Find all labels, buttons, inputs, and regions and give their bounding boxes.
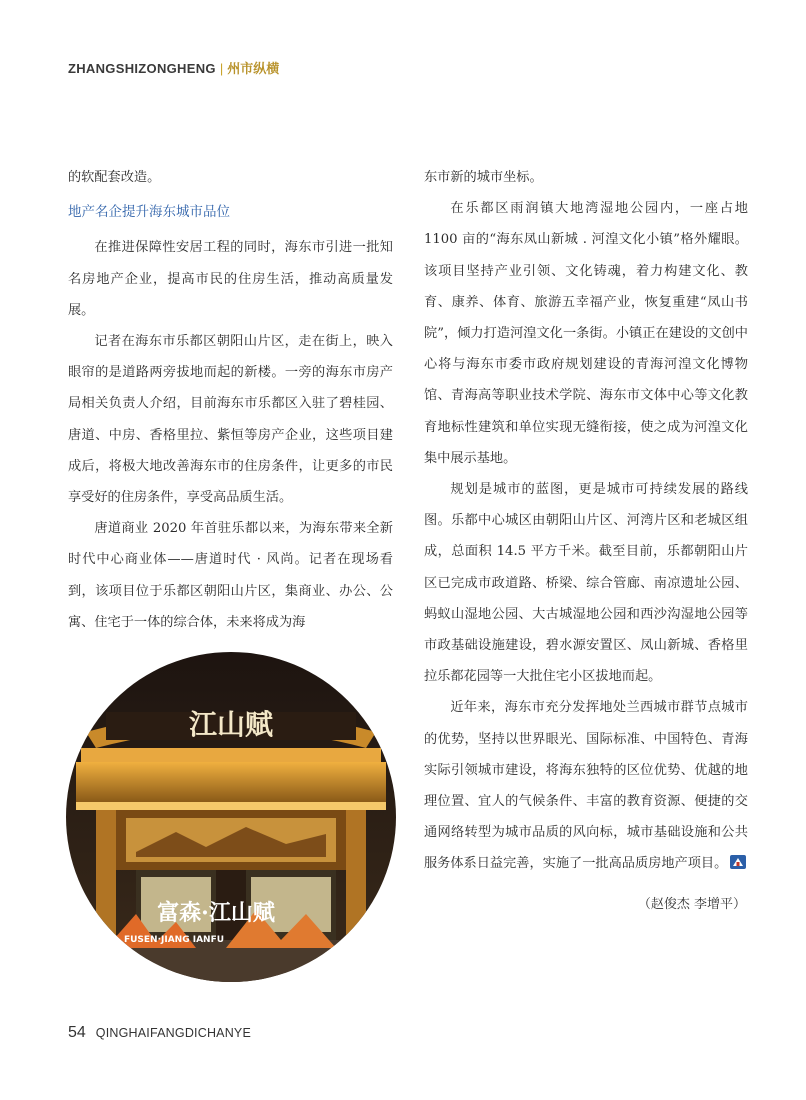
ground-sign-en: FUSEN·JIANG IANFU — [123, 935, 225, 945]
left-column — [68, 162, 393, 638]
page-number: 54 — [68, 1024, 86, 1041]
left-paragraph-1: 在推进保障性安居工程的同时，海东市引进一批知名房地产企业，提高市民的住房生活，推动高质量发展。 — [68, 240, 393, 318]
building-photo — [66, 652, 396, 982]
section-heading: 地产名企提升海东城市品位 — [68, 204, 230, 221]
left-paragraph-2: 记者在海东市乐都区朝阳山片区，走在街上，映入眼帘的是道路两旁拔地而起的新楼。一旁的海东市房产局相关负责人介绍，目前海东市乐都区入驻了碧桂园、唐道、中房、香格里拉、紫恒等房产企业，这些项目建成后，将极大地改善海东市的住房条件，让更多的市民享受好的住房条件，享受高品质生活。 — [68, 334, 393, 506]
right-column — [424, 162, 748, 880]
magazine-name: QINGHAIFANGDICHANYE — [95, 1026, 252, 1040]
header-section-cn: 州市纵横 — [227, 62, 280, 77]
header-section-en: ZHANGSHIZONGHENG — [68, 61, 216, 76]
header-separator: | — [219, 61, 224, 76]
right-paragraph-3-text: 近年来，海东市充分发挥地处兰西城市群节点城市的优势，坚持以世界眼光、国际标准、中国特色、青海实际引领城市建设，将海东独特的区位优势、优越的地理位置、宜人的气候条件、丰富的教育资源、便捷的交通网络转型为城市品质的风向标，城市基础设施和公共服务体系日益完善，实施了一批高品质房地产项目。 — [424, 700, 748, 872]
author-byline: （赵俊杰 李增平） — [637, 897, 746, 912]
right-paragraph-3 — [424, 692, 748, 879]
right-paragraph-continued: 东市新的城市坐标。 — [424, 170, 543, 185]
left-paragraph-continued: 的软配套改造。 — [68, 170, 161, 185]
magazine-end-mark-icon — [730, 855, 746, 869]
roof-sign: 江山赋 — [188, 708, 274, 741]
left-paragraph-3: 唐道商业 2020 年首驻乐都以来，为海东带来全新时代中心商业体——唐道时代 · 风尚。记者在现场看到，该项目位于乐都区朝阳山片区，集商业、办公、公寓、住宅于一体的综合体，未来将成为海 — [68, 521, 393, 630]
running-header — [68, 58, 279, 77]
ground-sign-cn: 富森·江山赋 — [157, 900, 275, 926]
page-footer — [68, 1024, 251, 1042]
right-paragraph-1: 在乐都区雨润镇大地湾湿地公园内，一座占地 1100 亩的“海东凤山新城 . 河湟文化小镇”格外耀眼。该项目坚持产业引领、文化铸魂，着力构建文化、教育、康养、体育、旅游五幸福产业，恢复重建“凤山书院”，倾力打造河湟文化一条街。小镇正在建设的文创中心将与海东市委市政府规划建设的青海河湟文化博物馆、青海高等职业技术学院、海东市文体中心等文化教育地标性建筑和单位实现无缝衔接，使之成为河湟文化集中展示基地。 — [424, 201, 748, 466]
right-paragraph-2: 规划是城市的蓝图，更是城市可持续发展的路线图。乐都中心城区由朝阳山片区、河湾片区和老城区组成，总面积 14.5 平方千米。截至目前，乐都朝阳山片区已完成市政道路、桥梁、综合管廊、南凉遗址公园、蚂蚁山湿地公园、大古城湿地公园和西沙沟湿地公园等市政基础设施建设，碧水源安置区、凤山新城、香格里拉乐都花园等一大批住宅小区拔地而起。 — [424, 482, 748, 685]
